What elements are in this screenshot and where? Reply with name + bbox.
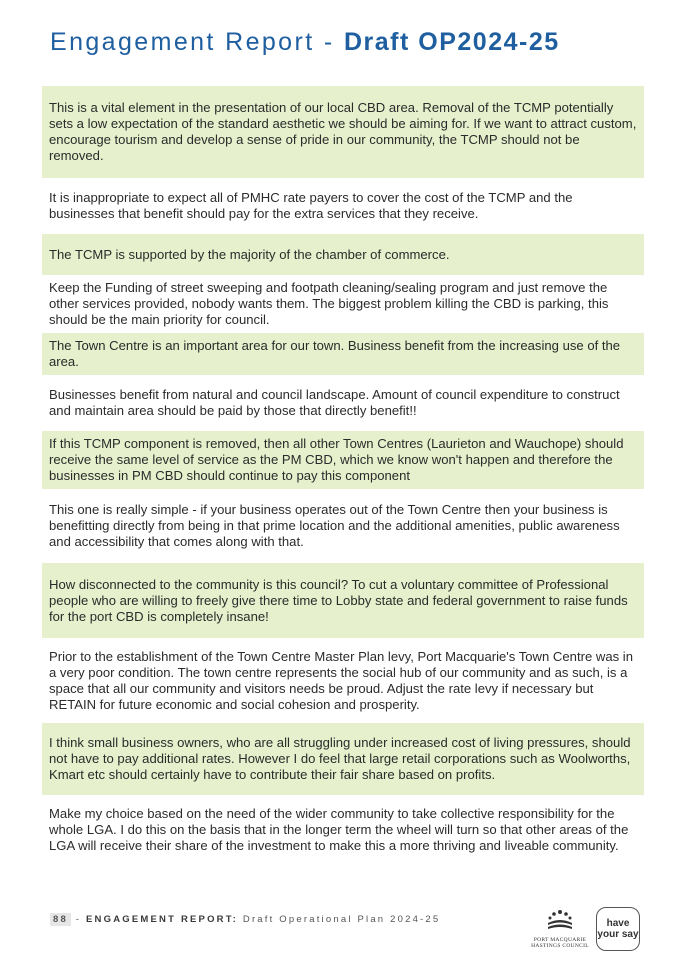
title-prefix: Engagement Report - [50, 28, 344, 56]
have-your-say-line2: your say [597, 929, 639, 940]
comment-block [42, 86, 644, 178]
comment-block [42, 563, 644, 638]
council-name-line1: PORT MACQUARIE [533, 937, 587, 943]
comment-block [42, 638, 644, 723]
comment-text: If this TCMP component is removed, then all other Town Centres (Laurieton and Wauchope) should receive the same level of service as the PM CBD, which we know won't happen and therefore the businesses in PM CBD should continue to pay this component [49, 436, 624, 483]
page-title [50, 28, 560, 57]
comment-text: Businesses benefit from natural and council landscape. Amount of council expenditure to construct and maintain area should be paid by those that directly benefit!! [49, 387, 620, 418]
comment-text: Make my choice based on the need of the wider community to take collective responsibility for the whole LGA. I do this on the basis that in the longer term the wheel will turn so that other areas of the LGA will receive their share of the investment to make this a more thriving and liveable community. [49, 806, 629, 853]
comment-text: Keep the Funding of street sweeping and footpath cleaning/sealing program and just remove the other services provided, nobody wants them. The biggest problem killing the CBD is parking, this should be the main priority for council. [49, 280, 609, 327]
comment-block [42, 795, 644, 865]
comment-text: The TCMP is supported by the majority of the chamber of commerce. [49, 246, 450, 262]
council-logo [530, 908, 590, 949]
comment-block [42, 234, 644, 275]
comment-text: The Town Centre is an important area for our town. Business benefit from the increasing use of the area. [49, 338, 621, 369]
comment-text: How disconnected to the community is this council? To cut a voluntary committee of Professional people who are willing to freely give there time to Lobby state and federal government to raise funds for the port CBD is completely insane! [49, 576, 628, 624]
comment-block [42, 333, 644, 375]
comment-block [42, 275, 644, 333]
comment-block [42, 431, 644, 489]
comment-text: I think small business owners, who are all struggling under increased cost of living pressures, should not have to pay additional rates. However I do feel that large retail corporations such as Woolworths, Kmart etc should certainly have to contribute their fair share based on profits. [49, 735, 631, 782]
comment-text: Prior to the establishment of the Town Centre Master Plan levy, Port Macquarie's Town Centre was in a very poor condition. The town centre represents the social hub of our community and as such, is a space that all our community and visitors needs be proud. Adjust the rate levy if necessary but RETAIN for future economic and social cohesion and prosperity. [49, 648, 633, 712]
comment-text: It is inappropriate to expect all of PMHC rate payers to cover the cost of the TCMP and the businesses that benefit should pay for the extra services that they receive. [49, 190, 573, 221]
comment-list [42, 86, 644, 865]
comment-text: This is a vital element in the presentation of our local CBD area. Removal of the TCMP potentially sets a low expectation of the standard aesthetic we should be aiming for. If we want to attract custom, encourage tourism and develop a sense of pride in our community, the TCMP should not be removed. [49, 100, 637, 163]
footer-report-label: ENGAGEMENT REPORT: [86, 914, 239, 925]
footer-separator: - [70, 914, 87, 925]
comment-block [42, 723, 644, 795]
have-your-say-line1: have [606, 918, 630, 929]
page-number: 88 [50, 913, 71, 926]
title-draft: Draft OP2024-25 [343, 28, 560, 56]
comment-block [42, 178, 644, 234]
comment-block [42, 489, 644, 563]
council-emblem-icon [545, 908, 575, 932]
council-name-line2: HASTINGS COUNCIL [531, 943, 589, 949]
comment-text: This one is really simple - if your business operates out of the Town Centre then your business is benefitting directly from being in that prime location and the additional amenities, public awareness and accessibility that comes along with that. [49, 502, 620, 549]
have-your-say-logo [596, 907, 640, 951]
comment-block [42, 375, 644, 431]
page-footer [50, 914, 440, 925]
footer-subtitle: Draft Operational Plan 2024-25 [238, 914, 441, 925]
